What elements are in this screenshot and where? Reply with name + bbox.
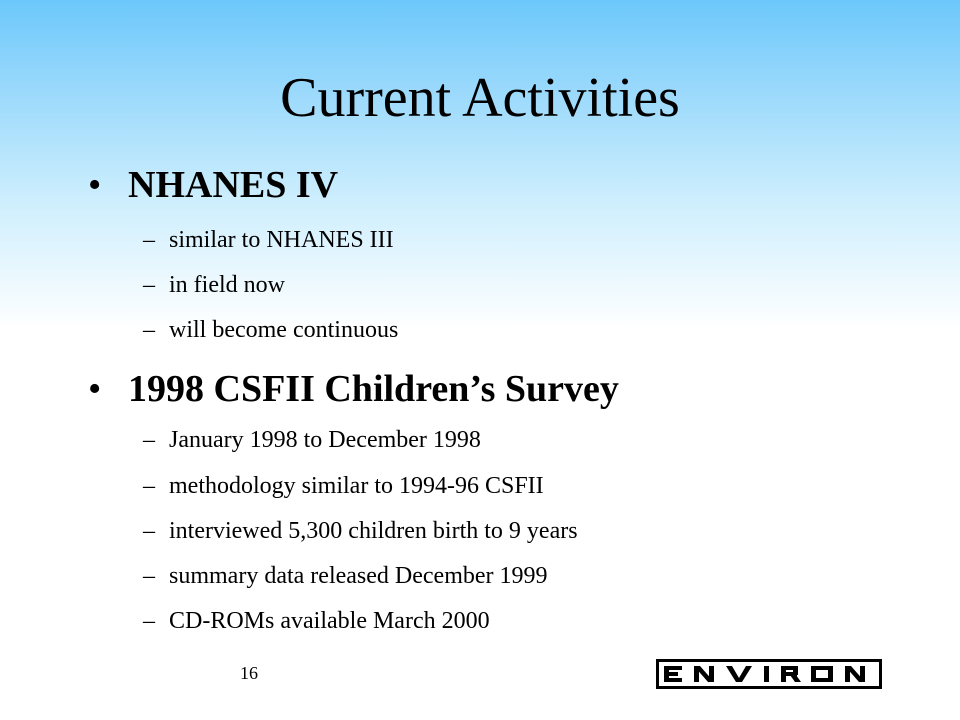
page-number: 16 [240, 663, 258, 683]
sub-marker: – [143, 317, 155, 343]
sub-item [143, 225, 394, 255]
sub-text: methodology similar to 1994-96 CSFII [169, 473, 544, 499]
bullet-marker: • [88, 164, 102, 206]
sub-marker: – [143, 473, 155, 499]
sub-text: will become continuous [169, 317, 399, 343]
sub-item [143, 561, 548, 591]
sub-text: summary data released December 1999 [169, 563, 548, 589]
sub-text: January 1998 to December 1998 [169, 427, 481, 453]
bullet-item [88, 162, 338, 208]
sub-text: interviewed 5,300 children birth to 9 years [169, 518, 578, 544]
sub-item [143, 471, 544, 501]
bullet-item [88, 366, 619, 412]
bullet-text: NHANES IV [128, 164, 339, 206]
sub-text: similar to NHANES III [169, 227, 394, 253]
sub-item [143, 606, 490, 636]
environ-logo [656, 659, 882, 689]
sub-marker: – [143, 427, 155, 453]
sub-marker: – [143, 608, 155, 634]
sub-item [143, 315, 398, 345]
bullet-marker: • [88, 368, 102, 410]
slide-title: Current Activities [280, 67, 680, 129]
sub-item [143, 270, 285, 300]
sub-text: in field now [169, 272, 285, 298]
sub-item [143, 516, 578, 546]
sub-text: CD-ROMs available March 2000 [169, 608, 490, 634]
sub-marker: – [143, 518, 155, 544]
bullet-text: 1998 CSFII Children’s Survey [128, 368, 619, 410]
sub-item [143, 425, 481, 455]
sub-marker: – [143, 272, 155, 298]
sub-marker: – [143, 227, 155, 253]
sub-marker: – [143, 563, 155, 589]
